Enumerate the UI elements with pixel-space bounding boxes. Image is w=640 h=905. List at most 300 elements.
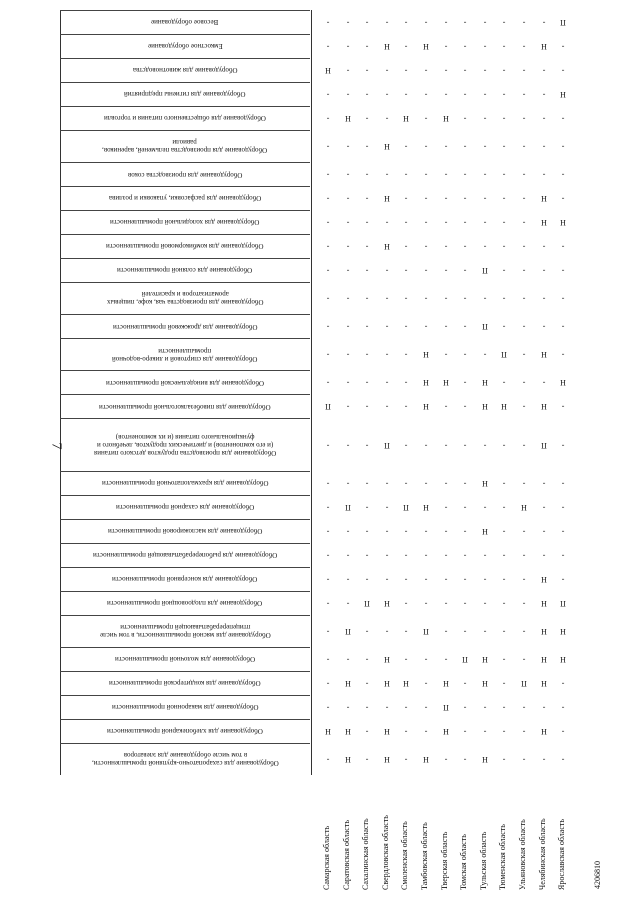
status-cell: - xyxy=(503,17,506,27)
status-cell: - xyxy=(463,678,467,688)
status-cell: Н xyxy=(501,402,508,412)
status-cell: - xyxy=(365,193,369,203)
status-cell: Н xyxy=(383,241,390,251)
status-cell: - xyxy=(365,17,369,27)
status-cell: - xyxy=(405,65,408,75)
status-cell: - xyxy=(503,193,506,203)
status-cell: - xyxy=(561,265,565,275)
table-row xyxy=(60,671,310,695)
status-cell: - xyxy=(385,550,389,560)
status-cell: - xyxy=(405,598,408,608)
status-cell: - xyxy=(365,113,369,123)
table-row xyxy=(60,418,310,471)
status-cell: - xyxy=(463,440,467,450)
status-cell: - xyxy=(522,550,526,560)
status-cell: - xyxy=(365,293,369,303)
status-cell: - xyxy=(346,550,349,560)
status-cell: - xyxy=(326,89,330,99)
status-cell: - xyxy=(561,241,565,251)
table-row xyxy=(60,82,310,106)
status-cell: - xyxy=(522,574,526,584)
equipment-type-label: Оборудование для макаронной промышленности xyxy=(111,703,259,712)
status-cell: - xyxy=(326,322,330,332)
status-cell: - xyxy=(503,678,506,688)
status-cell: Н xyxy=(423,378,429,388)
equipment-type-cell xyxy=(60,283,310,314)
status-cell: Н xyxy=(383,654,390,664)
status-cell: - xyxy=(385,65,389,75)
status-cell: - xyxy=(522,654,526,664)
status-cell: Н xyxy=(403,113,410,123)
status-cell: - xyxy=(542,241,545,251)
status-cell: - xyxy=(503,89,506,99)
status-cell: - xyxy=(385,17,389,27)
status-cell: - xyxy=(463,598,467,608)
status-cell: Н xyxy=(560,626,567,636)
region-header xyxy=(341,790,355,890)
equipment-type-cell xyxy=(60,371,310,394)
status-cell: - xyxy=(483,170,487,179)
equipment-type-label: Оборудование для холодильной промышленности xyxy=(110,218,260,227)
status-cell: - xyxy=(326,626,330,636)
status-cell: - xyxy=(405,626,408,636)
status-cell: - xyxy=(483,550,487,560)
status-cell: Н xyxy=(344,113,351,123)
status-cell: - xyxy=(405,350,408,360)
status-cell: - xyxy=(365,41,369,51)
status-cell: - xyxy=(346,350,349,360)
equipment-type-cell xyxy=(60,520,310,543)
equipment-type-label: Оборудование для пивобезалкогольной промышленности xyxy=(99,402,271,411)
status-cell: - xyxy=(405,440,408,450)
status-cell: - xyxy=(405,526,408,536)
status-cell: - xyxy=(424,241,428,251)
equipment-type-label: Оборудование для кондитерской промышленности xyxy=(109,679,261,688)
status-cell: Н xyxy=(442,726,449,736)
status-cell: - xyxy=(483,598,487,608)
status-cell: Н xyxy=(540,41,547,51)
equipment-type-label: Оборудование для расфасовки, упаковки и розлива xyxy=(108,194,262,203)
status-cell: - xyxy=(444,265,447,275)
status-cell: - xyxy=(405,89,408,99)
status-cell: - xyxy=(444,65,447,75)
status-cell: - xyxy=(365,217,369,227)
status-cell: - xyxy=(444,293,447,303)
status-cell: Н xyxy=(540,626,547,636)
equipment-type-label: Оборудование для сахарной промышленности xyxy=(115,503,255,512)
status-cell: Н xyxy=(423,350,429,360)
status-cell: - xyxy=(385,626,389,636)
status-cell: - xyxy=(503,726,506,736)
region-header xyxy=(380,790,394,890)
status-cell: - xyxy=(385,702,389,712)
table-row xyxy=(60,338,310,370)
region-name: Саратовская область xyxy=(341,819,351,890)
status-cell: - xyxy=(326,193,330,203)
status-cell: - xyxy=(522,350,526,360)
status-cell: - xyxy=(346,702,349,712)
status-cell: - xyxy=(444,217,447,227)
status-cell: Н xyxy=(481,402,488,412)
status-cell: - xyxy=(483,293,487,303)
status-cell: Н xyxy=(442,378,449,388)
status-cell: - xyxy=(424,265,428,275)
status-cell: - xyxy=(424,478,428,488)
status-cell: - xyxy=(405,293,408,303)
equipment-type-cell xyxy=(60,616,310,647)
status-cell: Н xyxy=(383,193,390,203)
status-cell: - xyxy=(326,754,330,764)
status-cell: - xyxy=(444,754,447,764)
status-cell: - xyxy=(346,41,349,51)
status-cell: - xyxy=(503,754,506,764)
region-name: Ярославская область xyxy=(557,818,567,890)
status-cell: - xyxy=(483,440,487,450)
status-cell: - xyxy=(483,41,487,51)
status-cell: - xyxy=(346,193,349,203)
status-cell: - xyxy=(483,502,487,512)
status-cell: - xyxy=(561,293,565,303)
status-cell: - xyxy=(346,322,349,332)
status-cell: - xyxy=(346,170,349,179)
table-row xyxy=(60,186,310,210)
region-name: Сахалинская область xyxy=(361,818,371,890)
status-cell: - xyxy=(522,89,526,99)
status-cell: - xyxy=(385,265,389,275)
region-header xyxy=(556,790,570,890)
status-cell: - xyxy=(346,17,349,27)
equipment-type-cell xyxy=(60,83,310,106)
status-cell: Н xyxy=(540,678,547,688)
status-cell: - xyxy=(503,526,506,536)
status-cell: - xyxy=(463,89,467,99)
status-cell: - xyxy=(444,478,447,488)
equipment-type-label: Оборудование для плодоовощной промышленности xyxy=(107,599,263,608)
equipment-type-label: Оборудование для общественного питания и торговли xyxy=(104,114,266,123)
equipment-type-label: Оборудование для консервной промышленности xyxy=(112,575,258,584)
table-row xyxy=(60,282,310,314)
status-cell: - xyxy=(444,654,447,664)
equipment-type-cell xyxy=(60,163,310,186)
status-cell: - xyxy=(503,654,506,664)
status-cell: - xyxy=(542,526,545,536)
status-cell: - xyxy=(561,322,565,332)
equipment-type-label: Оборудование для рыбоперерабатывающей промышленности xyxy=(92,551,278,560)
equipment-type-cell xyxy=(60,107,310,130)
status-cell: - xyxy=(405,322,408,332)
status-cell: Н xyxy=(560,89,567,99)
status-cell: - xyxy=(542,17,545,27)
status-cell: - xyxy=(326,141,330,151)
status-cell: - xyxy=(424,193,428,203)
status-cell: - xyxy=(385,170,389,179)
status-cell: - xyxy=(561,193,565,203)
status-cell: - xyxy=(503,598,506,608)
status-cell: - xyxy=(463,754,467,764)
status-cell: - xyxy=(326,574,330,584)
status-cell: Н xyxy=(383,726,390,736)
status-cell: - xyxy=(326,678,330,688)
status-cell: - xyxy=(463,113,467,123)
table-row xyxy=(60,543,310,567)
status-cell: - xyxy=(365,265,369,275)
table-row xyxy=(60,10,310,34)
equipment-type-cell xyxy=(60,472,310,495)
status-cell: - xyxy=(483,726,487,736)
region-header xyxy=(321,790,335,890)
status-cell: Н xyxy=(481,754,488,764)
status-cell: - xyxy=(463,626,467,636)
status-cell: - xyxy=(444,598,447,608)
status-cell: Н xyxy=(521,502,527,512)
equipment-type-cell xyxy=(60,131,310,162)
status-cell: - xyxy=(444,322,447,332)
status-cell: - xyxy=(424,726,428,736)
status-cell: - xyxy=(561,678,565,688)
status-cell: - xyxy=(326,502,330,512)
status-cell: - xyxy=(463,322,467,332)
status-cell: - xyxy=(424,702,428,712)
equipment-type-label: Оборудование для молочной промышленности xyxy=(114,655,256,664)
status-cell: - xyxy=(522,378,526,388)
table-row xyxy=(60,130,310,162)
status-cell: Н xyxy=(540,598,547,608)
status-cell: - xyxy=(503,265,506,275)
status-cell: Н xyxy=(540,350,547,360)
status-cell: - xyxy=(365,378,369,388)
status-cell: - xyxy=(503,378,506,388)
equipment-type-label: Оборудование для соляной промышленности xyxy=(117,266,253,275)
status-cell: - xyxy=(522,113,526,123)
status-cell: П xyxy=(560,17,567,27)
status-cell: - xyxy=(326,293,330,303)
status-cell: Н xyxy=(442,113,449,123)
status-cell: - xyxy=(463,350,467,360)
status-cell: - xyxy=(522,322,526,332)
status-cell: - xyxy=(542,702,545,712)
status-cell: П xyxy=(344,502,351,512)
status-cell: - xyxy=(346,265,349,275)
equipment-type-label: Оборудование для гигиены предприятий xyxy=(124,90,246,99)
status-cell: Н xyxy=(481,654,488,664)
status-cell: - xyxy=(405,402,408,412)
status-cell: - xyxy=(463,702,467,712)
status-cell: Н xyxy=(423,502,429,512)
status-cell: П xyxy=(403,502,410,512)
status-cell: - xyxy=(346,241,349,251)
status-cell: - xyxy=(346,598,349,608)
status-cell: П xyxy=(325,402,331,412)
status-cell: - xyxy=(424,322,428,332)
status-cell: - xyxy=(503,478,506,488)
status-cell: - xyxy=(522,402,526,412)
region-header xyxy=(399,790,413,890)
status-cell: - xyxy=(365,626,369,636)
status-cell: - xyxy=(365,550,369,560)
status-cell: - xyxy=(444,574,447,584)
page-number: 7 xyxy=(48,442,64,450)
equipment-type-cell xyxy=(60,339,310,370)
status-cell: - xyxy=(522,265,526,275)
status-cell: - xyxy=(522,293,526,303)
status-cell: - xyxy=(385,526,389,536)
status-cell: Н xyxy=(383,678,390,688)
status-cell: - xyxy=(424,65,428,75)
status-cell: - xyxy=(542,322,545,332)
status-cell: - xyxy=(561,113,565,123)
status-cell: - xyxy=(561,702,565,712)
status-cell: - xyxy=(365,241,369,251)
status-cell: - xyxy=(326,41,330,51)
status-cell: - xyxy=(385,350,389,360)
equipment-type-cell xyxy=(60,395,310,418)
equipment-type-cell xyxy=(60,744,310,775)
status-cell: - xyxy=(326,241,330,251)
status-cell: - xyxy=(405,754,408,764)
status-cell: П xyxy=(344,626,351,636)
status-cell: - xyxy=(365,322,369,332)
status-cell: - xyxy=(385,402,389,412)
equipment-type-cell xyxy=(60,211,310,234)
status-cell: - xyxy=(542,65,545,75)
status-cell: П xyxy=(521,678,527,688)
status-cell: - xyxy=(346,526,349,536)
status-cell: - xyxy=(463,17,467,27)
status-cell: - xyxy=(424,550,428,560)
equipment-type-label: Оборудование для сахаропаточно-крупяной промышленности, в том числе оборудование для элеваторов xyxy=(91,751,279,768)
status-cell: - xyxy=(463,170,467,179)
equipment-type-cell xyxy=(60,544,310,567)
status-cell: - xyxy=(326,526,330,536)
equipment-type-cell xyxy=(60,419,310,471)
status-cell: - xyxy=(503,41,506,51)
status-cell: - xyxy=(326,550,330,560)
status-cell: - xyxy=(346,65,349,75)
status-cell: - xyxy=(365,702,369,712)
status-cell: - xyxy=(463,141,467,151)
region-name: Ульяновская область xyxy=(518,819,527,890)
status-cell: - xyxy=(561,170,565,179)
status-cell: - xyxy=(385,322,389,332)
status-cell: - xyxy=(365,502,369,512)
status-cell: - xyxy=(365,65,369,75)
status-cell: - xyxy=(503,113,506,123)
equipment-type-label: Оборудование для мясной промышленности, в том числе птицеперерабатывающей промышленности xyxy=(99,623,271,640)
region-header xyxy=(360,790,374,890)
equipment-type-cell xyxy=(60,259,310,282)
equipment-type-cell xyxy=(60,672,310,695)
status-cell: Н xyxy=(481,526,488,536)
status-cell: - xyxy=(503,702,506,712)
status-cell: - xyxy=(463,193,467,203)
equipment-type-cell xyxy=(60,315,310,338)
status-cell: - xyxy=(365,726,369,736)
status-cell: - xyxy=(405,217,408,227)
status-cell: - xyxy=(463,293,467,303)
status-cell: Н xyxy=(325,726,331,736)
status-cell: - xyxy=(503,502,506,512)
status-cell: - xyxy=(385,378,389,388)
table-row xyxy=(60,591,310,615)
status-cell: - xyxy=(522,598,526,608)
status-cell: - xyxy=(444,550,447,560)
equipment-type-cell xyxy=(60,592,310,615)
region-header xyxy=(478,790,492,890)
equipment-type-cell xyxy=(60,720,310,743)
status-cell: Н xyxy=(560,654,567,664)
equipment-type-label: Оборудование для производства соков xyxy=(127,170,243,179)
table-row xyxy=(60,258,310,282)
status-cell: - xyxy=(542,754,545,764)
status-cell: - xyxy=(503,170,506,179)
status-cell: - xyxy=(561,440,565,450)
status-cell: - xyxy=(405,265,408,275)
table-row xyxy=(60,695,310,719)
status-cell: - xyxy=(346,89,349,99)
status-cell: - xyxy=(405,726,408,736)
status-cell: - xyxy=(561,41,565,51)
table-row xyxy=(60,743,310,775)
status-cell: - xyxy=(542,293,545,303)
status-cell: - xyxy=(522,478,526,488)
status-cell: Н xyxy=(442,678,449,688)
table-row xyxy=(60,34,310,58)
status-cell: - xyxy=(561,550,565,560)
status-cell: - xyxy=(424,678,428,688)
status-cell: - xyxy=(561,65,565,75)
status-cell: - xyxy=(483,241,487,251)
equipment-type-label: Оборудование для производства пельменей, вареников, равиоли xyxy=(102,138,268,155)
region-header xyxy=(419,790,433,890)
status-cell: П xyxy=(383,440,390,450)
table-row xyxy=(60,314,310,338)
equipment-type-cell xyxy=(60,59,310,82)
status-cell: - xyxy=(483,17,487,27)
status-cell: - xyxy=(561,402,565,412)
status-cell: - xyxy=(444,402,447,412)
status-cell: - xyxy=(561,502,565,512)
status-cell: - xyxy=(483,350,487,360)
status-cell: Н xyxy=(344,726,351,736)
status-cell: П xyxy=(481,265,488,275)
status-cell: - xyxy=(346,402,349,412)
status-cell: - xyxy=(365,478,369,488)
equipment-type-label: Оборудование для спиртовой и ликеро-водочной промышленности xyxy=(112,346,258,363)
status-cell: - xyxy=(542,113,545,123)
equipment-type-label: Оборудование для хлебопекарной промышленности xyxy=(107,727,263,736)
region-name: Самарская область xyxy=(322,825,331,890)
equipment-type-cell xyxy=(60,696,310,719)
status-cell: - xyxy=(463,478,467,488)
status-cell: - xyxy=(522,440,526,450)
status-cell: Н xyxy=(423,402,429,412)
status-cell: - xyxy=(385,217,389,227)
status-cell: - xyxy=(326,265,330,275)
status-cell: Н xyxy=(540,193,547,203)
status-cell: - xyxy=(346,654,349,664)
table-row xyxy=(60,471,310,495)
status-cell: - xyxy=(522,241,526,251)
status-cell: - xyxy=(405,702,408,712)
status-cell: Н xyxy=(383,141,390,151)
region-header xyxy=(517,790,531,890)
status-cell: Н xyxy=(383,598,390,608)
status-cell: - xyxy=(483,89,487,99)
status-cell: - xyxy=(326,654,330,664)
equipment-type-cell xyxy=(60,496,310,519)
region-header xyxy=(439,790,453,890)
status-cell: - xyxy=(405,574,408,584)
